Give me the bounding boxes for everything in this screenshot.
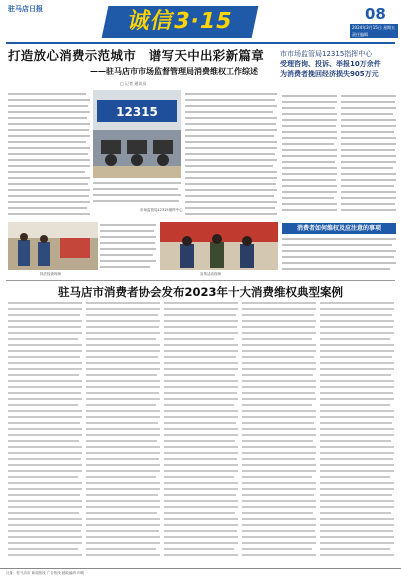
inspection-photo-image bbox=[8, 222, 98, 270]
article-column-3 bbox=[185, 90, 277, 220]
inspection-photo-caption: 执法检查现场 bbox=[40, 272, 61, 276]
side-headline-line2: 受理咨询、投诉、举报10万余件 bbox=[280, 60, 381, 68]
page-footer: 社址：驻马店市 新闻热线 广告热线 邮政编码 印刷 bbox=[0, 568, 401, 584]
page-number: 08 bbox=[365, 5, 386, 23]
cases-headline: 驻马店市消费者协会发布2023年十大消费维权典型案例 bbox=[57, 285, 343, 299]
main-photo bbox=[93, 90, 181, 178]
date-line: 2024年3月15日 星期五 责任编辑 bbox=[350, 24, 398, 38]
command-center-photo bbox=[93, 90, 181, 178]
newspaper-logo: 驻马店日报 bbox=[8, 5, 43, 13]
tips-box-title: 消费者如何维权及应注意的事项 bbox=[282, 223, 396, 234]
side-headline-line1: 市市场监管局12315指挥中心 bbox=[280, 50, 373, 58]
side-headline-line3: 为消费者挽回经济损失905万元 bbox=[280, 70, 379, 78]
page-banner: 诚信3·15 bbox=[102, 6, 259, 38]
article-column-2 bbox=[93, 180, 181, 220]
cases-columns bbox=[8, 300, 394, 564]
inspection-photo bbox=[8, 222, 98, 270]
main-photo-caption: 市场监管局12315指挥中心 bbox=[140, 208, 183, 212]
photo-sign-text: 12315 bbox=[116, 105, 158, 119]
section-divider bbox=[6, 280, 395, 281]
side-headline bbox=[280, 49, 395, 79]
article-column-4 bbox=[100, 222, 156, 272]
masthead-rule bbox=[6, 42, 395, 44]
event-photo-image bbox=[160, 222, 278, 270]
event-photo bbox=[160, 222, 278, 270]
byline: □ 记者 通讯员 bbox=[120, 81, 147, 86]
tips-box bbox=[282, 236, 396, 276]
main-headline: 打造放心消费示范城市 谱写天中出彩新篇章 bbox=[8, 48, 265, 63]
side-article-text bbox=[282, 92, 396, 220]
cases-text-block bbox=[8, 300, 394, 564]
main-subheadline: ——驻马店市市场监督管理局消费维权工作综述 bbox=[90, 66, 258, 76]
article-column-1 bbox=[8, 90, 90, 218]
event-photo-caption: 宣传活动现场 bbox=[200, 272, 221, 276]
